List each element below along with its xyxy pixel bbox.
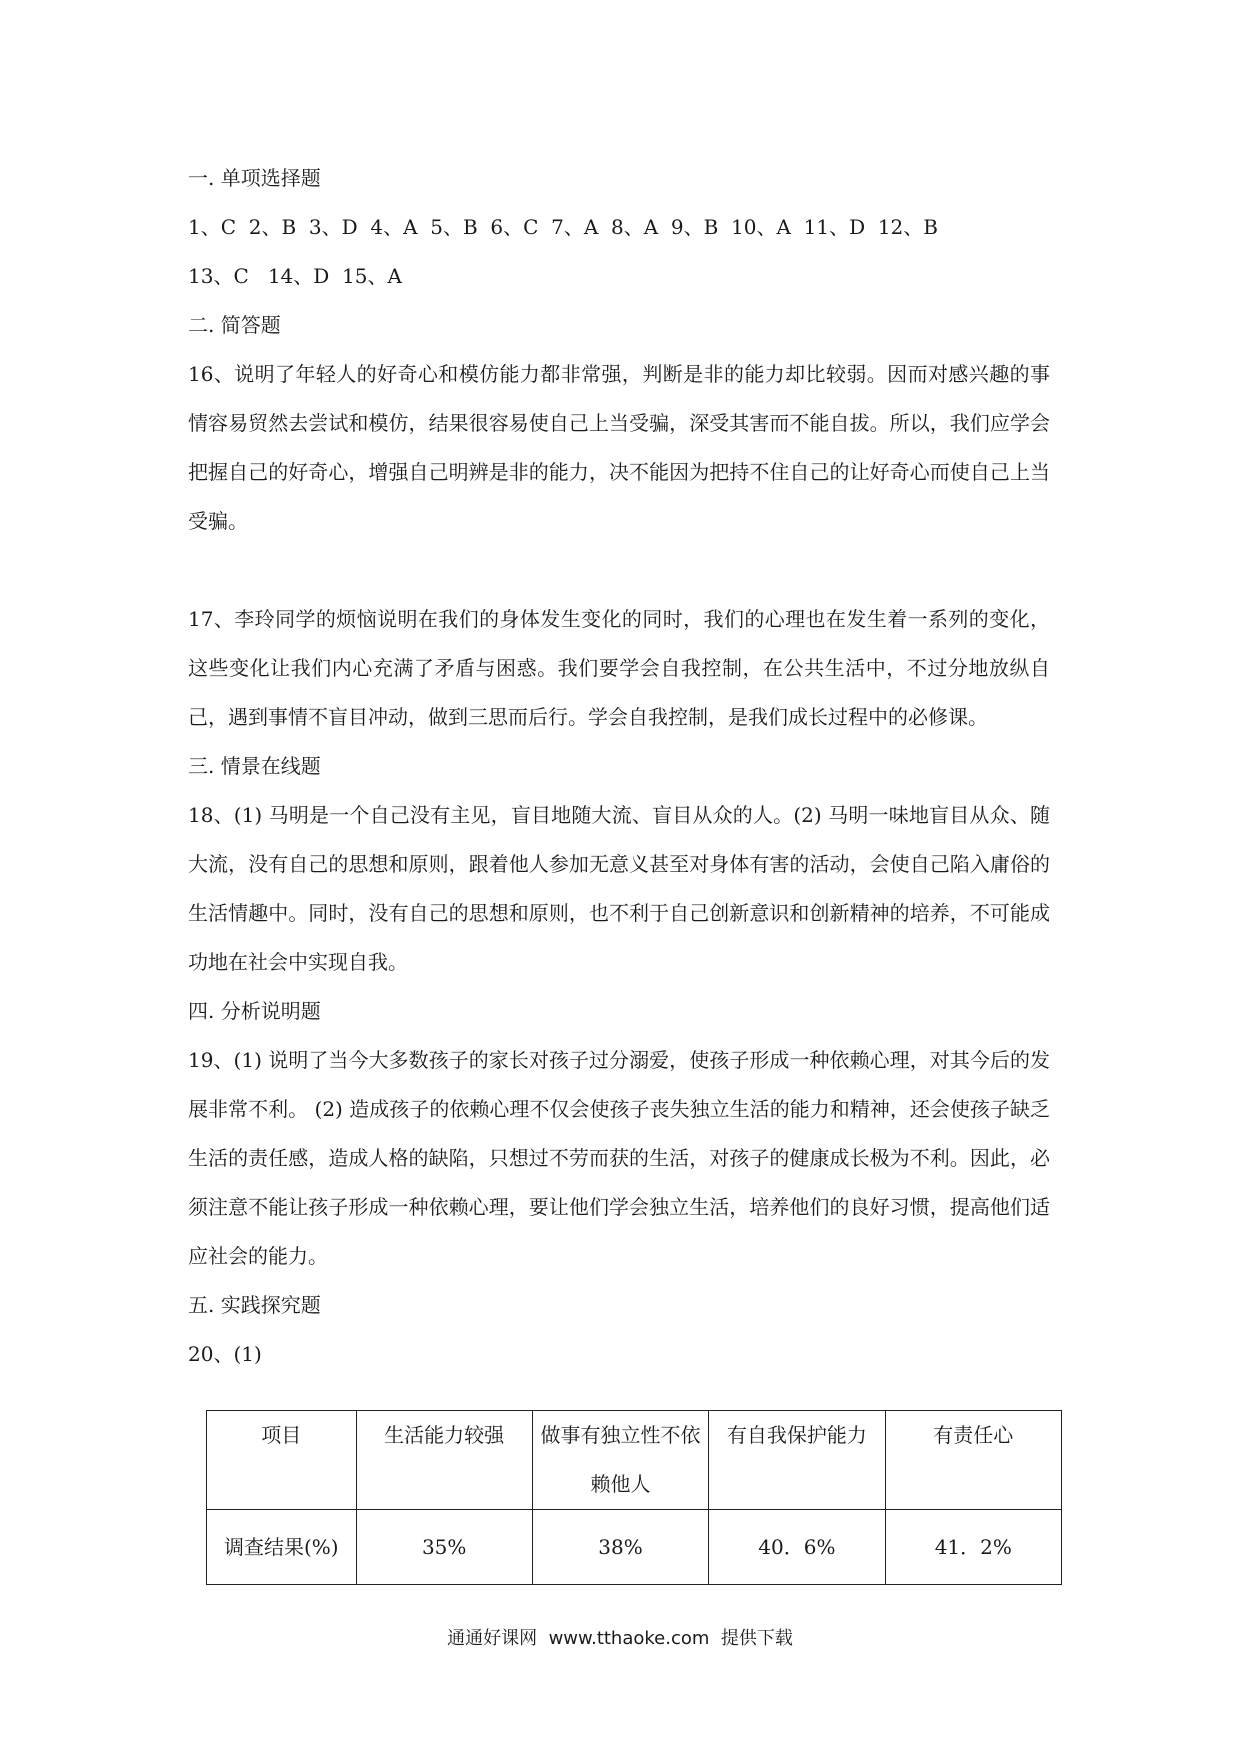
table-header-cell: 有责任心 [885, 1411, 1061, 1510]
paragraph-gap [188, 546, 1050, 595]
table-cell: 40．6% [709, 1510, 885, 1585]
section-1-answers-line-1: 1、C 2、B 3、D 4、A 5、B 6、C 7、A 8、A 9、B 10、A 11、D 12、B [188, 215, 938, 239]
answer-20-label: 20、(1) [188, 1342, 262, 1366]
table-cell: 38% [532, 1510, 708, 1585]
answer-18: 18、(1) 马明是一个自己没有主见，盲目地随大流、盲目从众的人。(2) 马明一味地盲目从众、随大流，没有自己的思想和原则，跟着他人参加无意义甚至对身体有害的活动，会使自己陷入庸俗的生活情趣中。同时，没有自己的思想和原则，也不利于自己创新意识和创新精神的培养，不可能成功地在社会中实现自我。 [188, 803, 1050, 974]
table-header-row [207, 1411, 1062, 1510]
table-header-cell: 项目 [207, 1411, 357, 1510]
section-1-title: 一. 单项选择题 [188, 166, 321, 190]
survey-result-table [206, 1410, 1062, 1585]
answer-17: 17、李玲同学的烦恼说明在我们的身体发生变化的同时，我们的心理也在发生着一系列的变化，这些变化让我们内心充满了矛盾与困惑。我们要学会自我控制，在公共生活中，不过分地放纵自己，遇到事情不盲目冲动，做到三思而后行。学会自我控制，是我们成长过程中的必修课。 [188, 607, 1050, 729]
page-footer: 通通好课网 www.tthaoke.com 提供下载 [447, 1628, 793, 1649]
answer-16: 16、说明了年轻人的好奇心和模仿能力都非常强，判断是非的能力却比较弱。因而对感兴趣的事情容易贸然去尝试和模仿，结果很容易使自己上当受骗，深受其害而不能自拔。所以，我们应学会把握自己的好奇心，增强自己明辨是非的能力，决不能因为把持不住自己的让好奇心而使自己上当受骗。 [188, 362, 1050, 533]
table-row [207, 1510, 1062, 1585]
section-4-title: 四. 分析说明题 [188, 999, 321, 1023]
table-cell: 35% [356, 1510, 532, 1585]
answer-key-content [188, 154, 1050, 1379]
section-2-title: 二. 简答题 [188, 313, 281, 337]
table-header-cell: 做事有独立性不依赖他人 [532, 1411, 708, 1510]
section-3-title: 三. 情景在线题 [188, 754, 321, 778]
table-header-cell: 生活能力较强 [356, 1411, 532, 1510]
table-row-label: 调查结果(%) [207, 1510, 357, 1585]
table-cell: 41．2% [885, 1510, 1061, 1585]
table-header-cell: 有自我保护能力 [709, 1411, 885, 1510]
section-1-answers-line-2: 13、C 14、D 15、A [188, 264, 402, 288]
section-5-title: 五. 实践探究题 [188, 1293, 321, 1317]
answer-19: 19、(1) 说明了当今大多数孩子的家长对孩子过分溺爱，使孩子形成一种依赖心理，对其今后的发展非常不利。 (2) 造成孩子的依赖心理不仅会使孩子丧失独立生活的能力和精神，还会使孩子缺乏生活的责任感，造成人格的缺陷，只想过不劳而获的生活，对孩子的健康成长极为不利。因此，必须注意不能让孩子形成一种依赖心理，要让他们学会独立生活，培养他们的良好习惯，提高他们适应社会的能力。 [188, 1048, 1050, 1268]
